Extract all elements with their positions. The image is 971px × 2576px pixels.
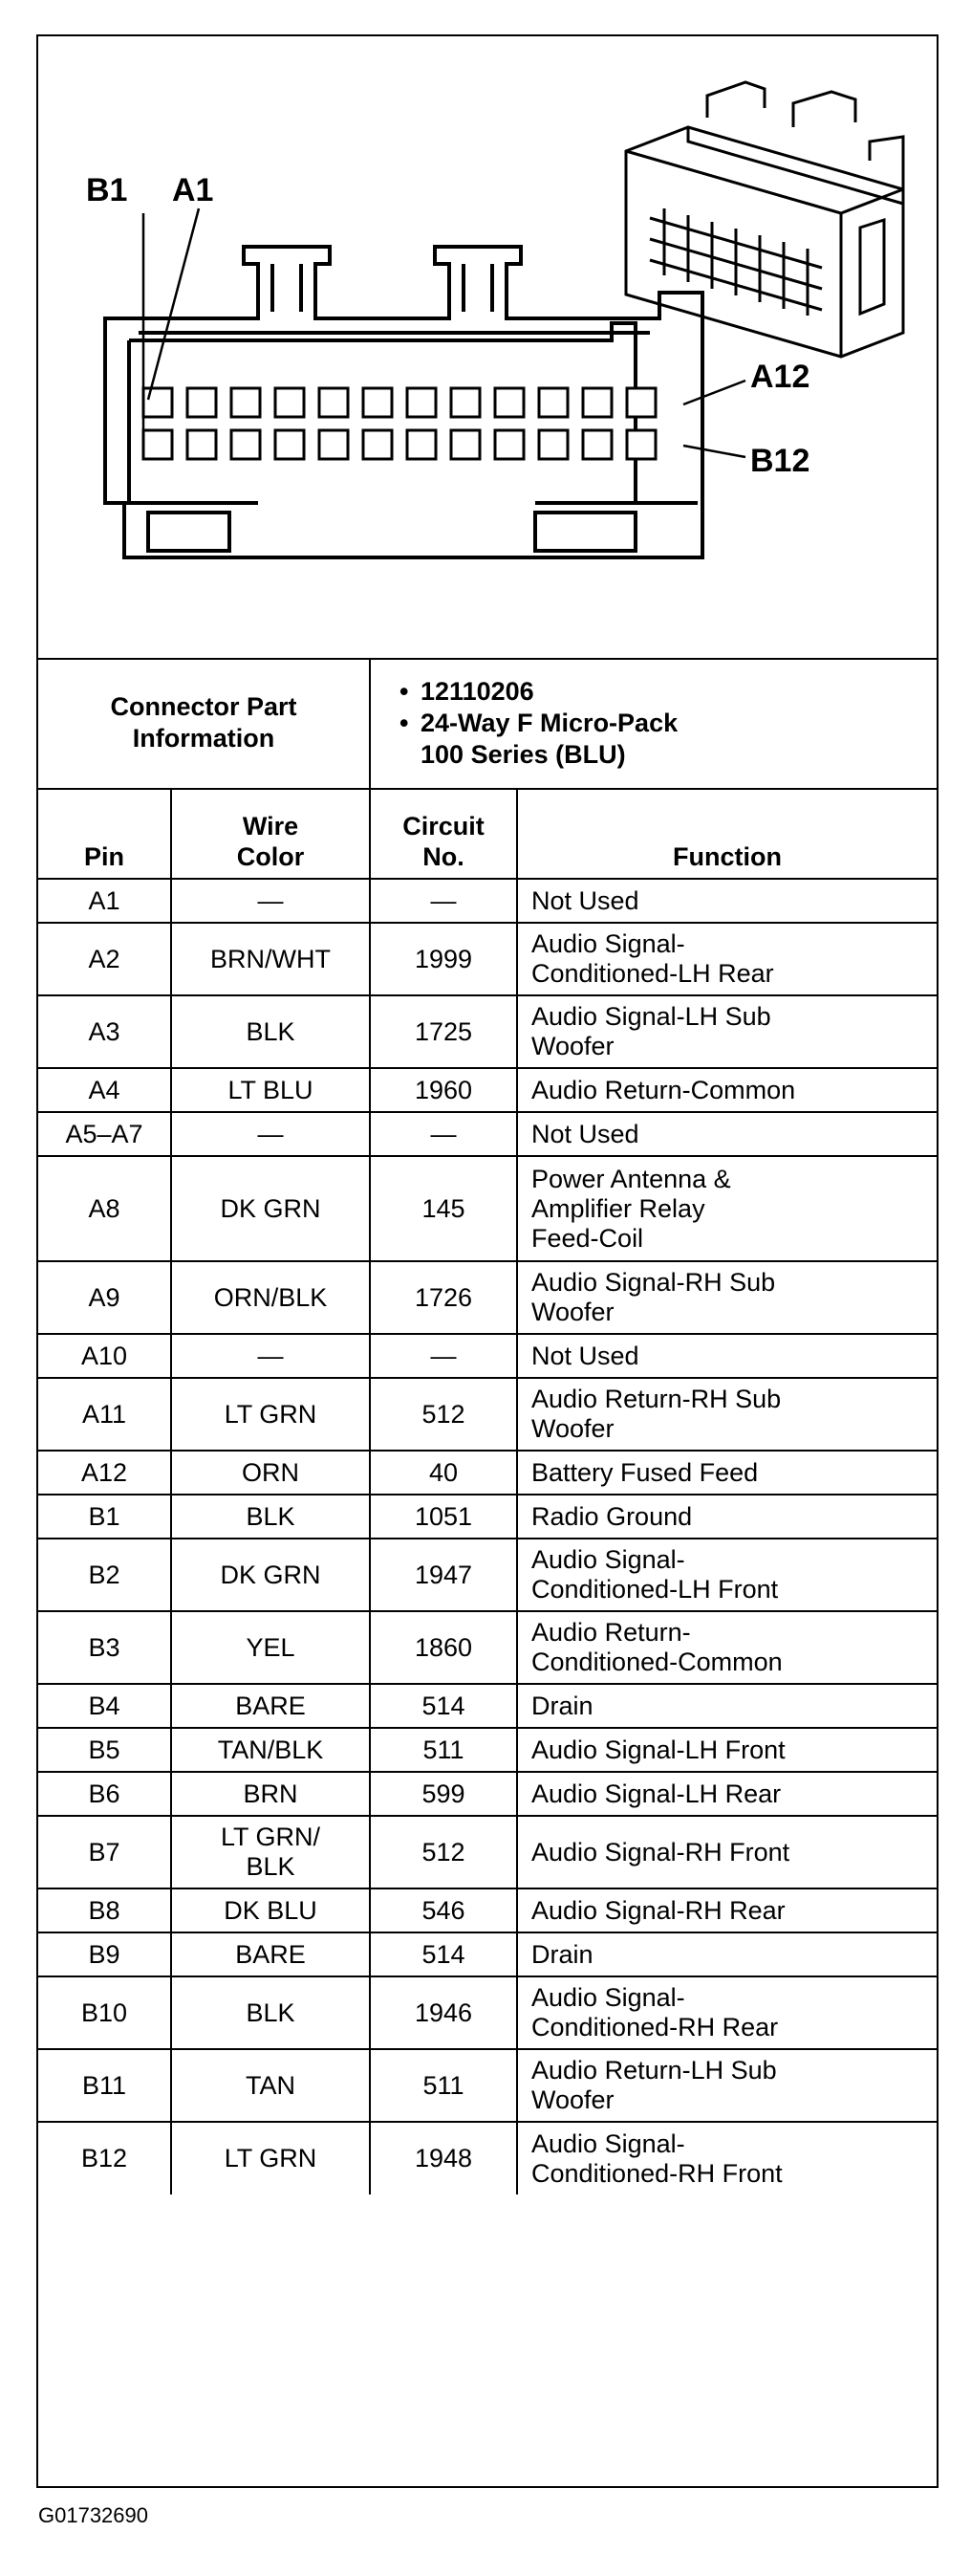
pin-cell: B5 bbox=[38, 1728, 171, 1772]
part-number: • 12110206 bbox=[399, 676, 927, 708]
function-cell: Audio Return- Conditioned-Common bbox=[517, 1611, 937, 1684]
wire-color-cell: BRN bbox=[171, 1772, 370, 1816]
header-wire-color-text: Wire Color bbox=[236, 812, 305, 871]
circuit-cell: 1960 bbox=[370, 1068, 517, 1112]
function-cell: Audio Signal- Conditioned-RH Rear bbox=[517, 1976, 937, 2049]
table-row bbox=[38, 1334, 937, 1378]
wire-color-cell: BARE bbox=[171, 1932, 370, 1976]
circuit-cell: 512 bbox=[370, 1378, 517, 1451]
function-cell: Audio Signal-LH Sub Woofer bbox=[517, 995, 937, 1068]
wire-color-cell: YEL bbox=[171, 1611, 370, 1684]
wire-color-cell: ORN/BLK bbox=[171, 1261, 370, 1334]
table-row bbox=[38, 1378, 937, 1451]
pin-cavity bbox=[451, 430, 480, 459]
table-row bbox=[38, 1539, 937, 1611]
part-description bbox=[399, 708, 927, 771]
pin-cell: B10 bbox=[38, 1976, 171, 2049]
wire-color-cell: DK BLU bbox=[171, 1888, 370, 1932]
pin-cavity bbox=[407, 430, 436, 459]
wire-color-cell: DK GRN bbox=[171, 1156, 370, 1261]
table-row bbox=[38, 1728, 937, 1772]
pin-cavity bbox=[627, 430, 656, 459]
function-cell: Audio Signal-LH Front bbox=[517, 1728, 937, 1772]
wire-color-cell: DK GRN bbox=[171, 1539, 370, 1611]
label-b12: B12 bbox=[750, 443, 810, 479]
label-a1: A1 bbox=[172, 172, 214, 208]
pin-cavity bbox=[363, 430, 392, 459]
table-row bbox=[38, 923, 937, 995]
connector-face-diagram bbox=[38, 36, 937, 660]
pin-cell: A8 bbox=[38, 1156, 171, 1261]
pin-cavity bbox=[231, 388, 260, 417]
circuit-cell: 1860 bbox=[370, 1611, 517, 1684]
wire-color-cell: LT GRN/ BLK bbox=[171, 1816, 370, 1888]
pin-cell: A11 bbox=[38, 1378, 171, 1451]
column-header-row bbox=[38, 789, 937, 879]
pin-cavity bbox=[495, 388, 524, 417]
circuit-cell: 514 bbox=[370, 1684, 517, 1728]
function-cell: Not Used bbox=[517, 1334, 937, 1378]
table-row bbox=[38, 1772, 937, 1816]
wire-color-cell: LT GRN bbox=[171, 1378, 370, 1451]
connector-isometric-icon bbox=[626, 82, 903, 357]
pin-cell: B9 bbox=[38, 1932, 171, 1976]
pin-cavity bbox=[319, 388, 348, 417]
wire-color-cell: ORN bbox=[171, 1451, 370, 1495]
pin-cavity bbox=[451, 388, 480, 417]
pin-cavity bbox=[583, 430, 612, 459]
function-cell: Battery Fused Feed bbox=[517, 1451, 937, 1495]
pin-cavity bbox=[363, 388, 392, 417]
circuit-cell: 1726 bbox=[370, 1261, 517, 1334]
connector-part-info-label: Connector Part Information bbox=[38, 658, 370, 789]
label-a12: A12 bbox=[750, 359, 810, 395]
table-row bbox=[38, 2122, 937, 2194]
function-cell: Audio Signal-RH Front bbox=[517, 1816, 937, 1888]
header-circuit-no-text: Circuit No. bbox=[402, 812, 485, 871]
connector-info-row bbox=[38, 658, 937, 789]
pin-cavity bbox=[275, 388, 304, 417]
circuit-cell: 40 bbox=[370, 1451, 517, 1495]
function-cell: Audio Return-Common bbox=[517, 1068, 937, 1112]
circuit-cell: — bbox=[370, 1334, 517, 1378]
pin-cell: B7 bbox=[38, 1816, 171, 1888]
pin-cell: B11 bbox=[38, 2049, 171, 2122]
wire-color-cell: TAN/BLK bbox=[171, 1728, 370, 1772]
wire-color-cell: — bbox=[171, 1334, 370, 1378]
pin-cavity bbox=[275, 430, 304, 459]
wire-color-cell: BLK bbox=[171, 1976, 370, 2049]
connector-pinout-table bbox=[38, 658, 937, 2194]
pin-cell: A9 bbox=[38, 1261, 171, 1334]
pin-cell: B2 bbox=[38, 1539, 171, 1611]
circuit-cell: 514 bbox=[370, 1932, 517, 1976]
table-row bbox=[38, 1976, 937, 2049]
function-cell: Radio Ground bbox=[517, 1495, 937, 1539]
pin-cavity bbox=[627, 388, 656, 417]
pin-cell: B3 bbox=[38, 1611, 171, 1684]
pin-cavity bbox=[407, 388, 436, 417]
wire-color-cell: — bbox=[171, 1112, 370, 1156]
circuit-cell: 599 bbox=[370, 1772, 517, 1816]
table-row bbox=[38, 1112, 937, 1156]
table-row bbox=[38, 1451, 937, 1495]
pin-cavity bbox=[319, 430, 348, 459]
pin-cell: A3 bbox=[38, 995, 171, 1068]
table-row bbox=[38, 1932, 937, 1976]
pin-cavity bbox=[143, 430, 172, 459]
wire-color-cell: — bbox=[171, 879, 370, 923]
pin-cavity bbox=[583, 388, 612, 417]
function-cell: Drain bbox=[517, 1684, 937, 1728]
pin-cavity bbox=[187, 430, 216, 459]
pin-cavity bbox=[539, 430, 568, 459]
part-description-line2: 100 Series (BLU) bbox=[421, 739, 626, 769]
table-row bbox=[38, 2049, 937, 2122]
function-cell: Not Used bbox=[517, 879, 937, 923]
pin-cell: B4 bbox=[38, 1684, 171, 1728]
function-cell: Audio Signal-RH Sub Woofer bbox=[517, 1261, 937, 1334]
table-row bbox=[38, 879, 937, 923]
connector-part-details bbox=[370, 658, 937, 789]
pin-cell: B6 bbox=[38, 1772, 171, 1816]
circuit-cell: 511 bbox=[370, 2049, 517, 2122]
pin-cell: B12 bbox=[38, 2122, 171, 2194]
pin-cavity bbox=[187, 388, 216, 417]
pin-cell: A10 bbox=[38, 1334, 171, 1378]
circuit-cell: 1947 bbox=[370, 1539, 517, 1611]
pin-cell: A12 bbox=[38, 1451, 171, 1495]
circuit-cell: 1948 bbox=[370, 2122, 517, 2194]
pin-cell: A2 bbox=[38, 923, 171, 995]
circuit-cell: 546 bbox=[370, 1888, 517, 1932]
pin-cell: B1 bbox=[38, 1495, 171, 1539]
circuit-cell: 1999 bbox=[370, 923, 517, 995]
table-row bbox=[38, 1261, 937, 1334]
table-row bbox=[38, 1684, 937, 1728]
function-cell: Not Used bbox=[517, 1112, 937, 1156]
wire-color-cell: LT GRN bbox=[171, 2122, 370, 2194]
function-cell: Audio Return-RH Sub Woofer bbox=[517, 1378, 937, 1451]
part-description-line1: 24-Way F Micro-Pack bbox=[421, 708, 679, 737]
function-cell: Power Antenna & Amplifier Relay Feed-Coil bbox=[517, 1156, 937, 1261]
function-cell: Audio Signal- Conditioned-RH Front bbox=[517, 2122, 937, 2194]
connector-drawing bbox=[38, 36, 937, 658]
table-row bbox=[38, 1888, 937, 1932]
wire-color-cell: TAN bbox=[171, 2049, 370, 2122]
circuit-cell: 1946 bbox=[370, 1976, 517, 2049]
circuit-cell: 1051 bbox=[370, 1495, 517, 1539]
function-cell: Audio Signal-RH Rear bbox=[517, 1888, 937, 1932]
label-b1: B1 bbox=[86, 172, 128, 208]
table-row bbox=[38, 995, 937, 1068]
table-row bbox=[38, 1068, 937, 1112]
circuit-cell: 512 bbox=[370, 1816, 517, 1888]
table-row bbox=[38, 1611, 937, 1684]
header-circuit-no bbox=[370, 789, 517, 879]
pin-cavity bbox=[539, 388, 568, 417]
pin-cavity bbox=[143, 388, 172, 417]
wire-color-cell: BARE bbox=[171, 1684, 370, 1728]
function-cell: Audio Signal-LH Rear bbox=[517, 1772, 937, 1816]
pin-cavity bbox=[495, 430, 524, 459]
pin-cell: A1 bbox=[38, 879, 171, 923]
pin-cell: B8 bbox=[38, 1888, 171, 1932]
table-row bbox=[38, 1495, 937, 1539]
pin-cavity-grid bbox=[143, 388, 656, 459]
circuit-cell: 1725 bbox=[370, 995, 517, 1068]
figure-id: G01732690 bbox=[38, 2503, 148, 2527]
table-row bbox=[38, 1816, 937, 1888]
function-cell: Audio Return-LH Sub Woofer bbox=[517, 2049, 937, 2122]
pin-cell: A4 bbox=[38, 1068, 171, 1112]
pin-cell: A5–A7 bbox=[38, 1112, 171, 1156]
table-row bbox=[38, 1156, 937, 1261]
header-pin: Pin bbox=[38, 789, 171, 879]
header-function: Function bbox=[517, 789, 937, 879]
connector-sheet bbox=[36, 34, 939, 2488]
function-cell: Drain bbox=[517, 1932, 937, 1976]
header-wire-color bbox=[171, 789, 370, 879]
circuit-cell: 511 bbox=[370, 1728, 517, 1772]
function-cell: Audio Signal- Conditioned-LH Front bbox=[517, 1539, 937, 1611]
wire-color-cell: BLK bbox=[171, 1495, 370, 1539]
pin-cavity bbox=[231, 430, 260, 459]
function-cell: Audio Signal- Conditioned-LH Rear bbox=[517, 923, 937, 995]
circuit-cell: — bbox=[370, 1112, 517, 1156]
circuit-cell: 145 bbox=[370, 1156, 517, 1261]
wire-color-cell: LT BLU bbox=[171, 1068, 370, 1112]
wire-color-cell: BLK bbox=[171, 995, 370, 1068]
circuit-cell: — bbox=[370, 879, 517, 923]
wire-color-cell: BRN/WHT bbox=[171, 923, 370, 995]
